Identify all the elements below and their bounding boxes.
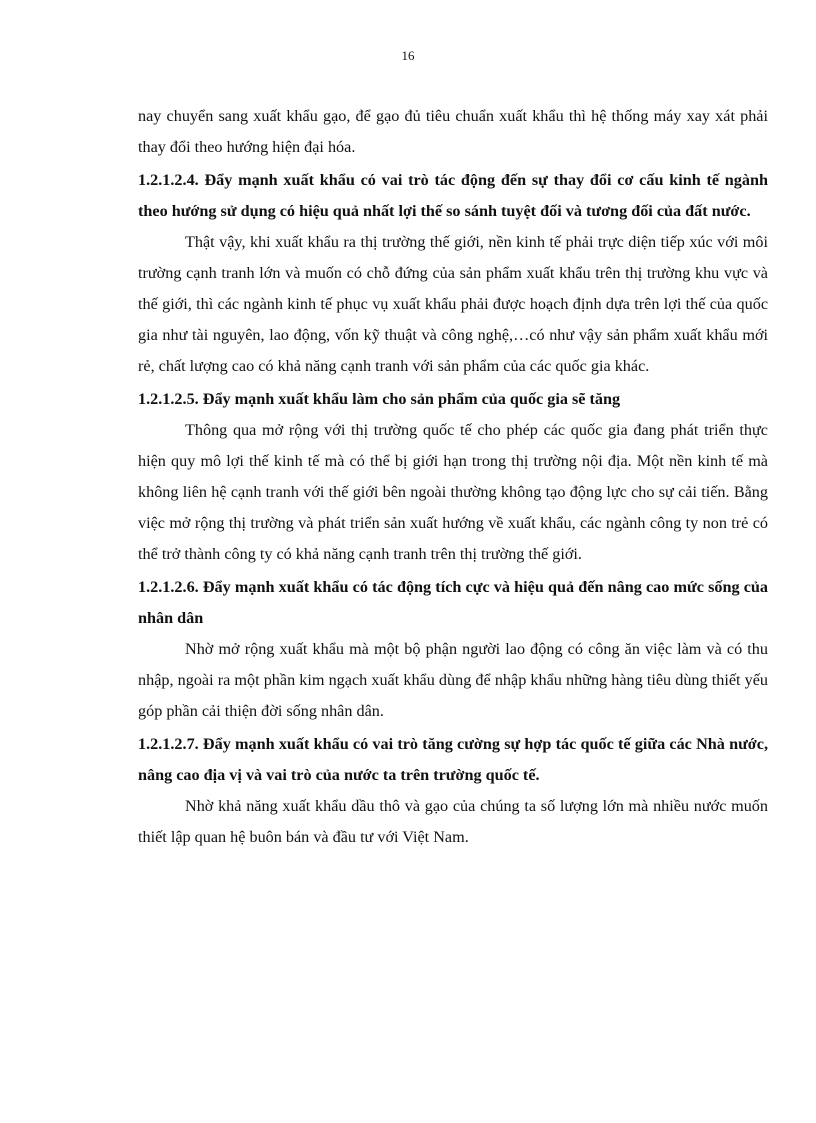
- section-heading: 1.2.1.2.7. Đẩy mạnh xuất khẩu có vai trò tăng cường sự hợp tác quốc tế giữa các Nhà nước, nâng cao địa vị và vai trò của nước ta trên trường quốc tế.: [138, 735, 768, 784]
- body-paragraph: Nhờ mở rộng xuất khẩu mà một bộ phận người lao động có công ăn việc làm và có thu nhập, ngoài ra một phần kim ngạch xuất khẩu dùng để nhập khẩu những hàng tiêu dùng thiết yếu góp phần cải thiện đời sống nhân dân.: [138, 640, 768, 720]
- body-paragraph: Nhờ khả năng xuất khẩu dầu thô và gạo của chúng ta số lượng lớn mà nhiều nước muốn thiết lập quan hệ buôn bán và đầu tư với Việt Nam.: [138, 797, 768, 846]
- section-heading: 1.2.1.2.4. Đẩy mạnh xuất khẩu có vai trò tác động đến sự thay đổi cơ cấu kinh tế ngành theo hướng sử dụng có hiệu quả nhất lợi thế so sánh tuyệt đối và tương đối của đất nước.: [138, 171, 768, 220]
- section-heading: 1.2.1.2.6. Đẩy mạnh xuất khẩu có tác động tích cực và hiệu quả đến nâng cao mức sống của nhân dân: [138, 578, 768, 627]
- document-body: [138, 101, 768, 853]
- section-heading: 1.2.1.2.5. Đẩy mạnh xuất khẩu làm cho sản phẩm của quốc gia sẽ tăng: [138, 390, 621, 408]
- body-paragraph: Thật vậy, khi xuất khẩu ra thị trường thế giới, nền kinh tế phải trực diện tiếp xúc với môi trường cạnh tranh lớn và muốn có chỗ đứng của sản phẩm xuất khẩu trên thị trường khu vực và thế giới, thì các ngành kinh tế phục vụ xuất khẩu phải được hoạch định dựa trên lợi thế của quốc gia như tài nguyên, lao động, vốn kỹ thuật và công nghệ,…có như vậy sản phẩm xuất khẩu mới rẻ, chất lượng cao có khả năng cạnh tranh với sản phẩm của các quốc gia khác.: [138, 233, 768, 375]
- body-paragraph: nay chuyển sang xuất khẩu gạo, để gạo đủ tiêu chuẩn xuất khẩu thì hệ thống máy xay xát phải thay đổi theo hướng hiện đại hóa.: [138, 107, 768, 156]
- body-paragraph: Thông qua mở rộng với thị trường quốc tế cho phép các quốc gia đang phát triển thực hiện quy mô lợi thế kinh tế mà có thể bị giới hạn trong thị trường nội địa. Một nền kinh tế mà không liên hệ cạnh tranh với thế giới bên ngoài thường không tạo động lực cho sự cải tiến. Bằng việc mở rộng thị trường và phát triển sản xuất hướng về xuất khẩu, các ngành công ty non trẻ có thể trở thành công ty có khả năng cạnh tranh trên thị trường thế giới.: [138, 421, 768, 563]
- page-number: 16: [401, 48, 415, 63]
